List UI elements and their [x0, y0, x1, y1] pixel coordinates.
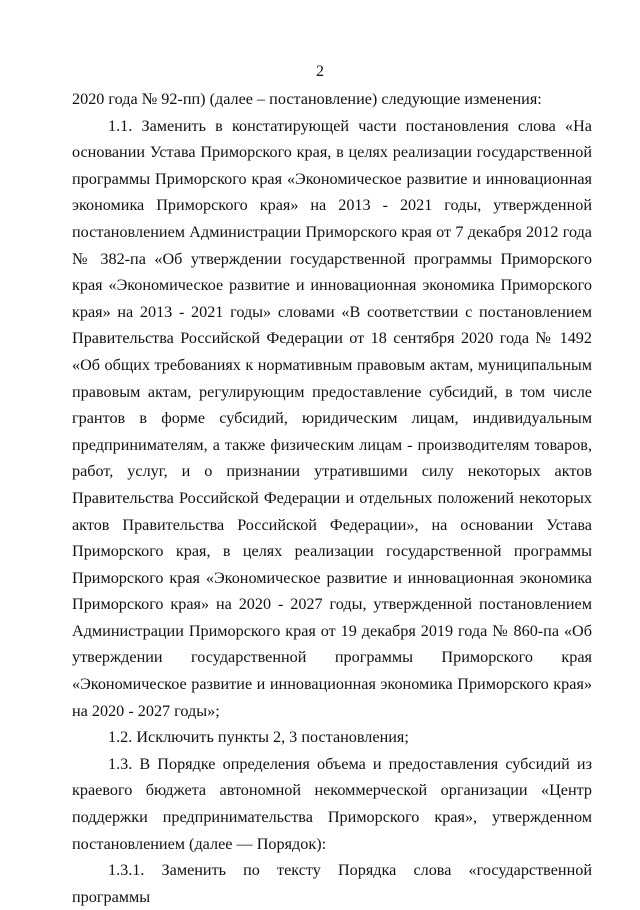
page-number: 2: [316, 63, 324, 80]
paragraph-1-3: 1.3. В Порядке определения объема и предоставления субсидий из краевого бюджета автономной некоммерческой организации «Центр поддержки предпринимательства Приморского края», утвержденном постановлением (далее — Порядок):: [72, 754, 592, 853]
paragraph-1-1: 1.1. Заменить в констатирующей части постановления слова «На основании Устава Приморского края, в целях реализации государственной программы Приморского края «Экономическое развитие и инновационная экономика Приморского края» на 2013 - 2021 годы, утвержденной постановлением Администрации Приморского края от 7 декабря 2012 года № 382-па «Об утверждении государственной программы Приморского края «Экономическое развитие и инновационная экономика Приморского края» на 2013 - 2021 годы» словами «В соответствии с постановлением Правительства Российской Федерации от 18 сентября 2020 года № 1492 «Об общих требованиях к нормативным правовым актам, муниципальным правовым актам, регулирующим предоставление субсидий, в том числе грантов в форме субсидий, юридическим лицам, индивидуальным предпринимателям, а также физическим лицам - производителям товаров, работ, услуг, и о признании утратившими силу некоторых актов Правительства Российской Федерации и отдельных положений некоторых актов Правительства Российской Федерации», на основании Устава Приморского края, в целях реализации государственной программы Приморского края «Экономическое развитие и инновационная экономика Приморского края» на 2020 - 2027 годы, утвержденной постановлением Администрации Приморского края от 19 декабря 2019 года № 860-па «Об утверждении государственной программы Приморского края «Экономическое развитие и инновационная экономика Приморского края» на 2020 - 2027 годы»;: [72, 116, 592, 720]
paragraph-continuation: 2020 года № 92-пп) (далее – постановление) следующие изменения:: [72, 90, 542, 108]
paragraph-1-2: 1.2. Исключить пункты 2, 3 постановления;: [108, 728, 409, 747]
document-body: [72, 86, 592, 910]
paragraph-1-3-1: 1.3.1. Заменить по тексту Порядка слова «государственной программы: [72, 861, 592, 906]
